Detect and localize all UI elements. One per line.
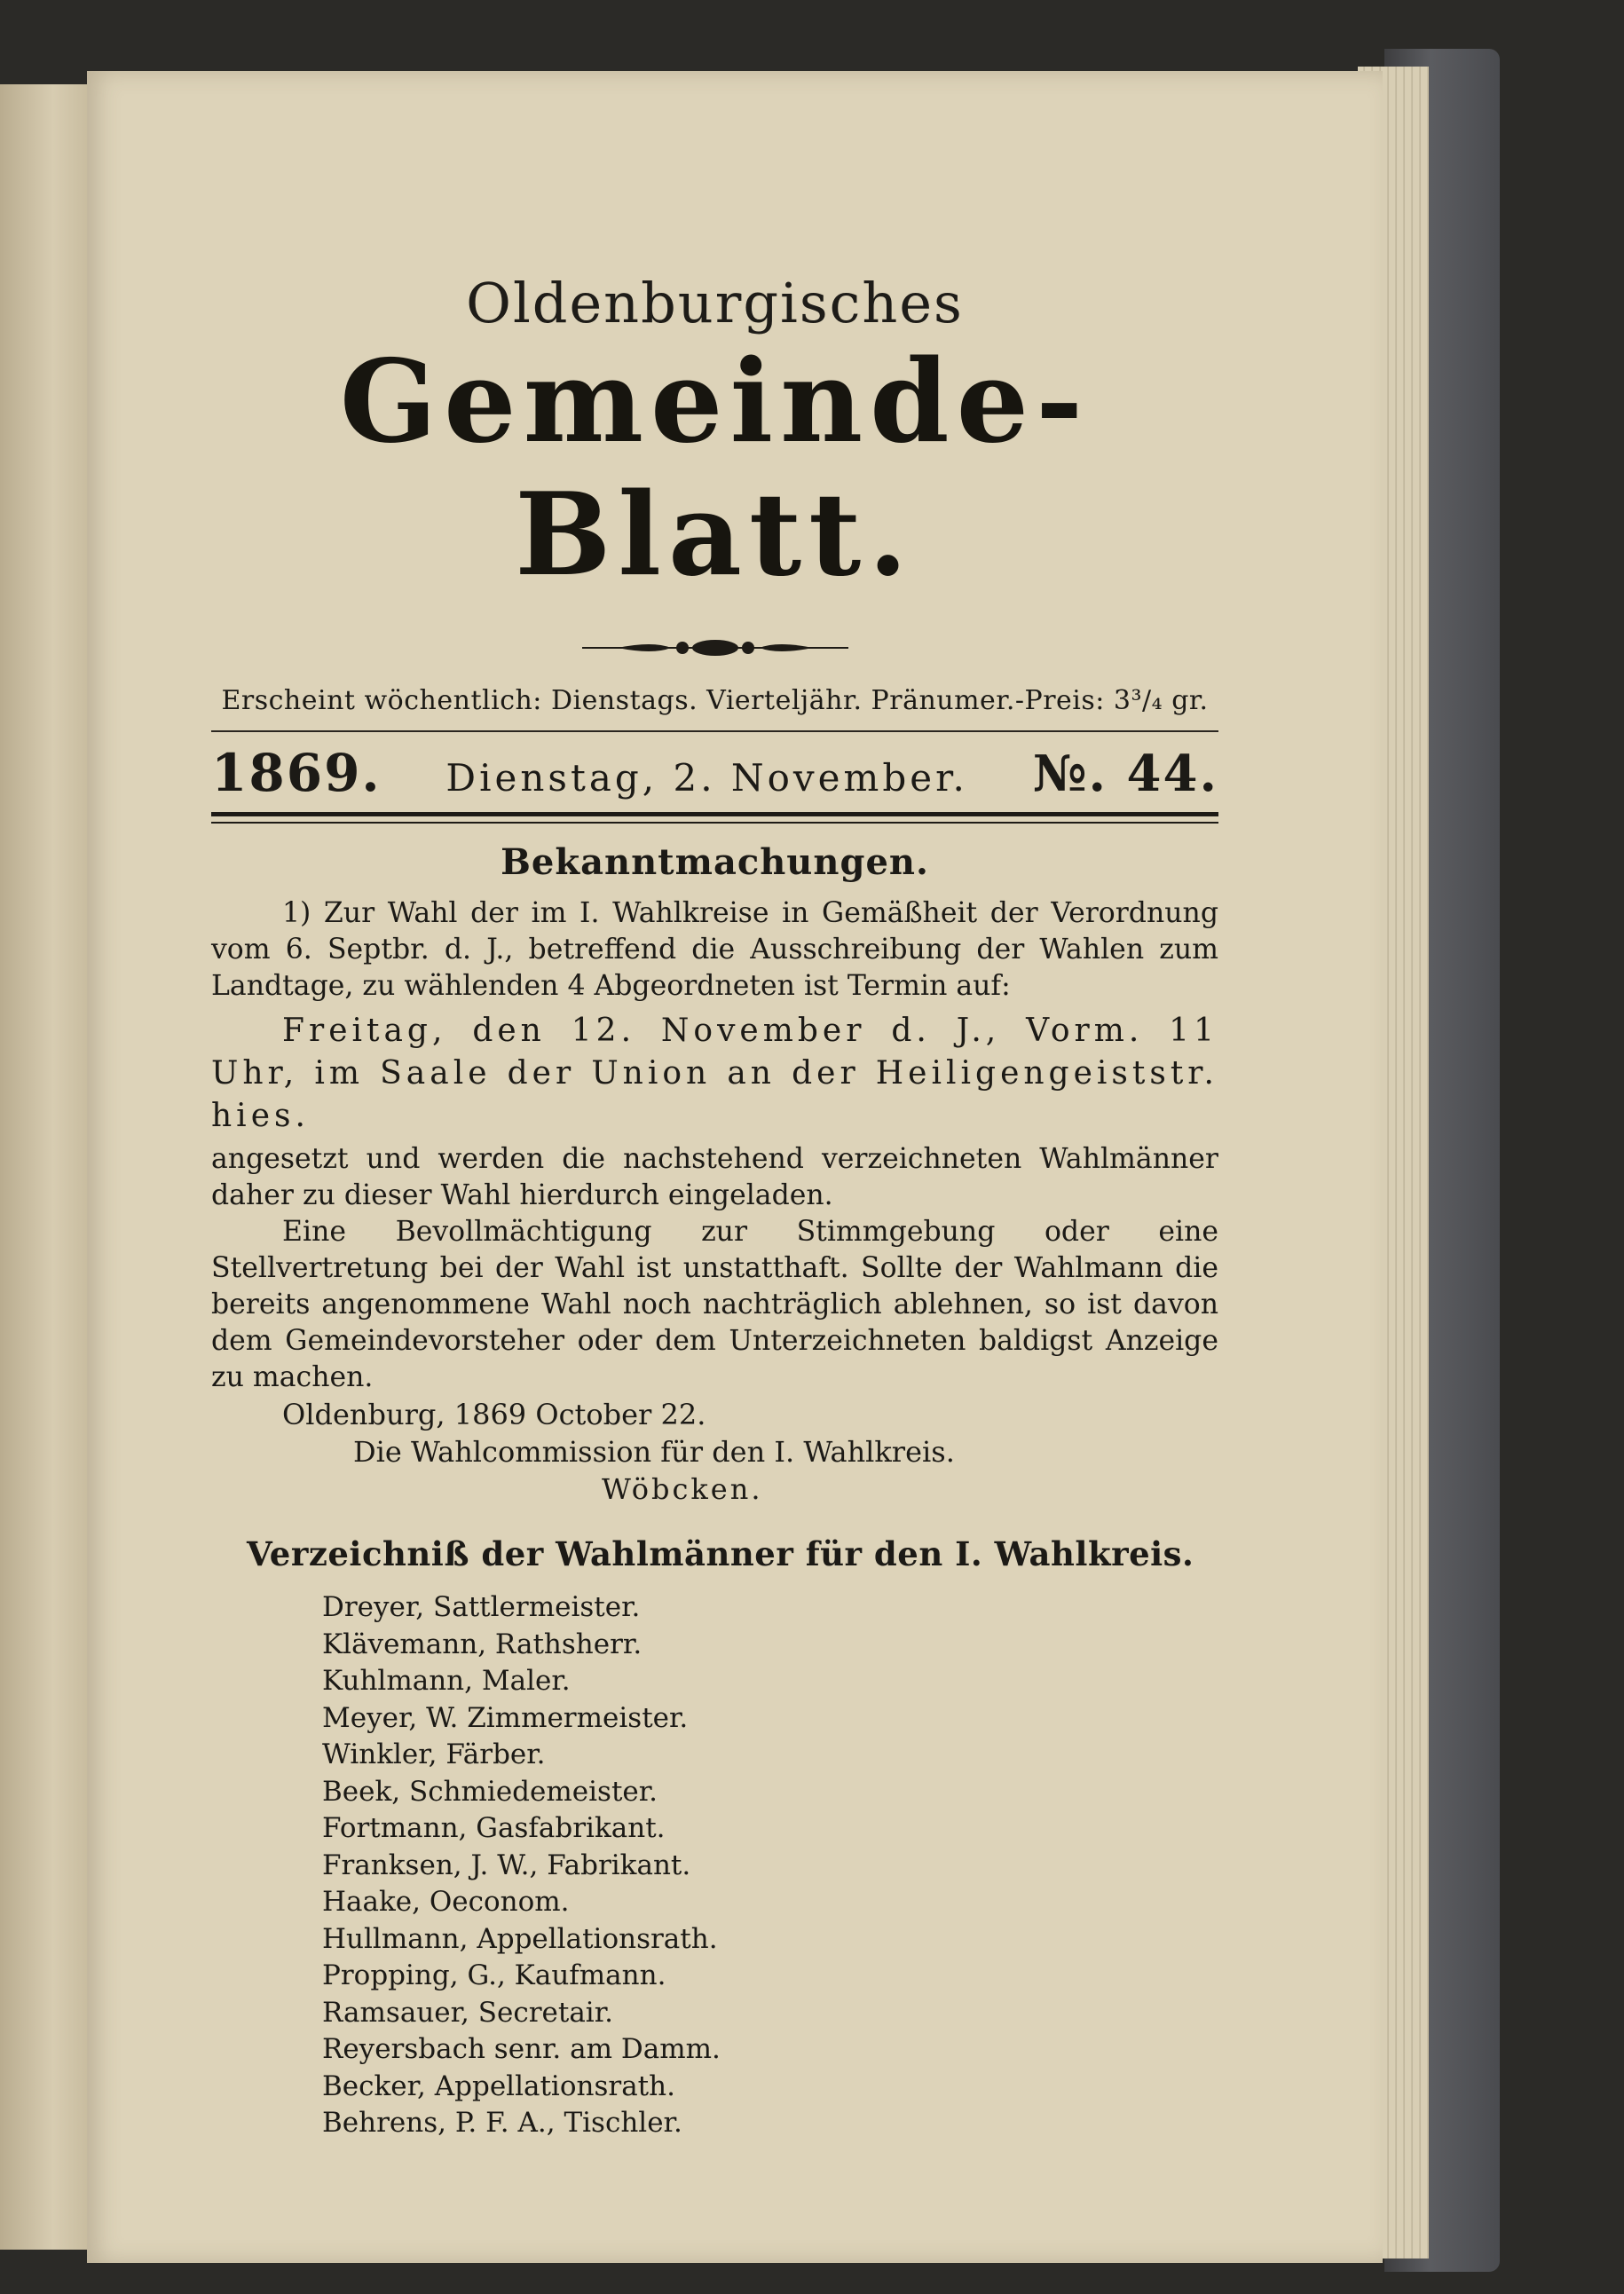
electors-list <box>322 1589 1218 2142</box>
announcement-paragraph-1: 1) Zur Wahl der im I. Wahlkreise in Gemäßheit der Verordnung vom 6. Septbr. d. J., betreffend die Ausschreibung der Wahlen zum Landtage, zu wählenden 4 Abgeordneten ist Termin auf: <box>211 897 1218 1002</box>
list-item: Reyersbach senr. am Damm. <box>322 2033 721 2065</box>
divider-thin <box>211 730 1218 732</box>
issue-number: №. 44. <box>1032 745 1218 803</box>
list-item: Kuhlmann, Maler. <box>322 1665 571 1697</box>
announcement-paragraph-3: Eine Bevollmächtigung zur Stimmgebung oder eine Stellvertretung bei der Wahl ist unstatthaft. Sollte der Wahlmann die bereits angenommene Wahl noch nachträglich ablehnen, so ist davon dem Gemeindevorsteher oder dem Unterzeichneten baldigst Anzeige zu machen. <box>211 1216 1218 1393</box>
left-page-edge <box>0 84 91 2250</box>
list-item: Klävemann, Rathsherr. <box>322 1628 643 1660</box>
electors-list-heading: Verzeichniß der Wahlmänner für den I. Wahlkreis. <box>247 1534 1194 1573</box>
list-item: Ramsauer, Secretair. <box>322 1996 613 2029</box>
ornament-flourish-icon <box>582 637 848 658</box>
announcements-heading: Bekanntmachungen. <box>501 841 929 883</box>
list-item: Hullmann, Appellationsrath. <box>322 1922 718 1955</box>
publication-info: Erscheint wöchentlich: Dienstags. Vierteljähr. Pränumer.-Preis: 3³/₄ gr. <box>221 685 1209 716</box>
divider-double <box>211 812 1218 824</box>
issue-date: Dienstag, 2. November. <box>445 756 968 800</box>
issue-line <box>211 743 1218 803</box>
newspaper-page <box>87 71 1383 2263</box>
page-content <box>211 204 1218 2142</box>
list-item: Beek, Schmiedemeister. <box>322 1775 658 1808</box>
list-item: Fortmann, Gasfabrikant. <box>322 1812 666 1844</box>
list-item: Franksen, J. W., Fabrikant. <box>322 1849 691 1881</box>
commission-line: Die Wahlcommission für den I. Wahlkreis. <box>353 1435 955 1469</box>
masthead-title-line1: Oldenburgisches <box>466 271 964 335</box>
list-item: Behrens, P. F. A., Tischler. <box>322 2107 682 2139</box>
list-item: Meyer, W. Zimmermeister. <box>322 1701 689 1734</box>
place-and-date: Oldenburg, 1869 October 22. <box>282 1398 706 1431</box>
announcement-paragraph-2: angesetzt und werden die nachstehend verzeichneten Wahlmänner daher zu dieser Wahl hierdurch eingeladen. <box>211 1143 1218 1211</box>
announcement-meeting-time: Freitag, den 12. November d. J., Vorm. 11 Uhr, im Saale der Union an der Heiligengeiststr. hies. <box>211 1013 1218 1134</box>
list-item: Propping, G., Kaufmann. <box>322 1959 666 1991</box>
ornament-divider <box>211 637 1218 658</box>
list-item: Dreyer, Sattlermeister. <box>322 1591 641 1623</box>
list-item: Becker, Appellationsrath. <box>322 2069 675 2102</box>
issue-year: 1869. <box>211 743 382 803</box>
masthead-title-line2: Gemeinde-Blatt. <box>339 335 1091 602</box>
signature: Wöbcken. <box>602 1472 763 1506</box>
list-item: Haake, Oeconom. <box>322 1886 570 1918</box>
list-item: Winkler, Färber. <box>322 1738 546 1770</box>
